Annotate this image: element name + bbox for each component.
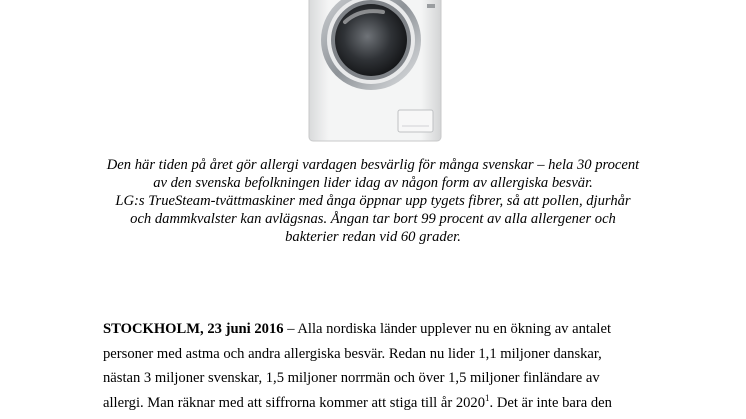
body-text-segment: . Det är inte bara den xyxy=(489,394,612,411)
body-line xyxy=(103,317,663,342)
body-line: personer med astma och andra allergiska besvär. Redan nu lider 1,1 miljoner danskar, xyxy=(103,345,602,362)
image-caption xyxy=(60,156,686,246)
footnote-reference[interactable]: 1 xyxy=(485,392,490,403)
body-text-segment: allergi. Man räknar med att siffrorna kommer att stiga till år 2020 xyxy=(103,394,486,411)
body-paragraph xyxy=(103,317,663,415)
dateline: STOCKHOLM, 23 juni 2016 xyxy=(103,321,284,337)
body-text-segment: – Alla nordiska länder upplever nu en ökning av antalet xyxy=(283,321,612,337)
washing-machine-image xyxy=(305,0,445,142)
body-line: nästan 3 miljoner svenskar, 1,5 miljoner norrmän och över 1,5 miljoner finländare av xyxy=(103,370,600,387)
caption-line: Den här tiden på året gör allergi vardagen besvärlig för många svenskar – hela 30 procent xyxy=(106,157,640,173)
body-line xyxy=(103,391,663,416)
caption-line: bakterier redan vid 60 grader. xyxy=(285,229,461,245)
caption-line: och dammkvalster kan avlägsnas. Ångan tar bort 99 procent av alla allergener och xyxy=(130,211,616,227)
caption-line: LG:s TrueSteam-tvättmaskiner med ånga öppnar upp tygets fibrer, så att pollen, djurhår xyxy=(115,193,631,209)
caption-line: av den svenska befolkningen lider idag av någon form av allergiska besvär. xyxy=(153,175,593,191)
